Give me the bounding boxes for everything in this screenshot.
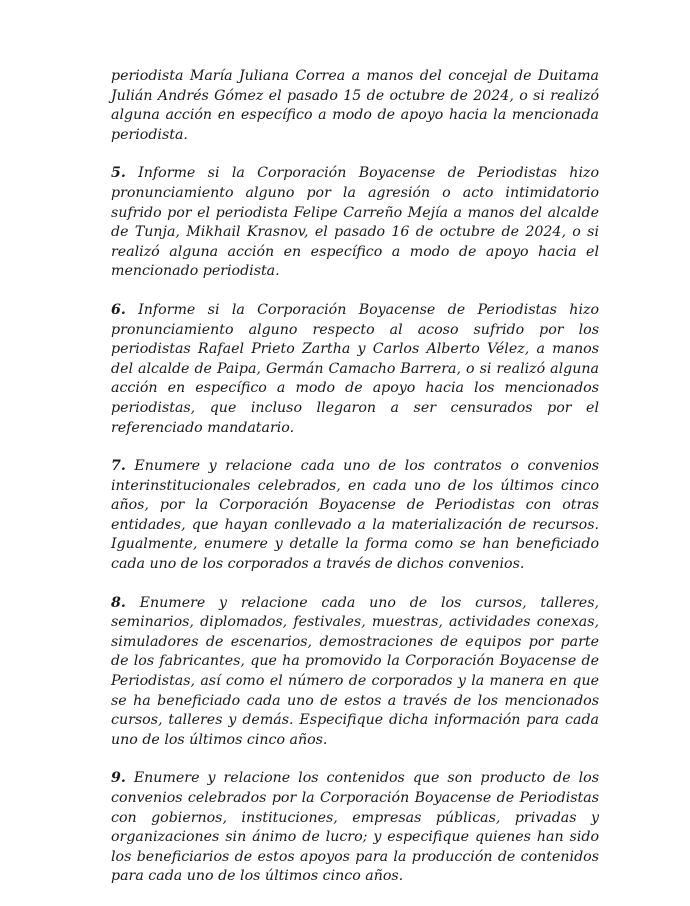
item-number: 7. — [111, 458, 126, 475]
paragraph-text: Informe si la Corporación Boyacense de Periodistas hizo pronunciamiento alguno por la agresión o acto intimidatorio sufrido por el periodista Felipe Carreño Mejía a manos del alcalde de Tunja, Mikhail Krasnov, el pasado 16 de octubre de 2024, o si realizó alguna acción en específico a modo de apoyo hacia el mencionado periodista. — [111, 165, 599, 280]
item-number: 8. — [111, 594, 126, 611]
document-body — [111, 67, 599, 906]
paragraph-item-5 — [111, 164, 599, 282]
paragraph-item-8 — [111, 594, 599, 751]
paragraph-text: Enumere y relacione cada uno de los cursos, talleres, seminarios, diplomados, festivales, muestras, actividades conexas, simuladores de escenarios, demostraciones de equipos por parte de los fabricantes, que ha promovido la Corporación Boyacense de Periodistas, así como el número de corporados y la manera en que se ha beneficiado cada uno de estos a través de los mencionados cursos, talleres y demás. Especifique dicha información para cada uno de los últimos cinco años. — [111, 594, 599, 748]
paragraph-text: Informe si la Corporación Boyacense de Periodistas hizo pronunciamiento alguno respecto al acoso sufrido por los periodistas Rafael Prieto Zartha y Carlos Alberto Vélez, a manos del alcalde de Paipa, Germán Camacho Barrera, o si realizó alguna acción en específico a modo de apoyo hacia los mencionados periodistas, que incluso llegaron a ser censurados por el referenciado mandatario. — [111, 301, 599, 436]
paragraph-text: Enumere y relacione cada uno de los contratos o convenios interinstitucionales celebrados, en cada uno de los últimos cinco años, por la Corporación Boyacense de Periodistas con otras entidades, que hayan conllevado a la materialización de recursos. Igualmente, enumere y detalle la forma como se han beneficiado cada uno de los corporados a través de dichos convenios. — [111, 458, 599, 573]
paragraph-item-6 — [111, 301, 599, 438]
paragraph-text: Enumere y relacione los contenidos que son producto de los convenios celebrados por la Corporación Boyacense de Periodistas con gobiernos, instituciones, empresas públicas, privadas y organizaciones sin ánimo de lucro; y especifique quienes han sido los beneficiarios de estos apoyos para la producción de contenidos para cada uno de los últimos cinco años. — [111, 770, 599, 885]
paragraph-item-9 — [111, 769, 599, 887]
item-number: 9. — [111, 770, 126, 787]
paragraph-text: periodista María Juliana Correa a manos del concejal de Duitama Julián Andrés Gómez el pasado 15 de octubre de 2024, o si realizó alguna acción en específico a modo de apoyo hacia la mencionada periodista. — [111, 68, 599, 143]
item-number: 6. — [111, 301, 126, 318]
paragraph-continuation — [111, 67, 599, 145]
item-number: 5. — [111, 165, 126, 182]
paragraph-item-7 — [111, 457, 599, 575]
